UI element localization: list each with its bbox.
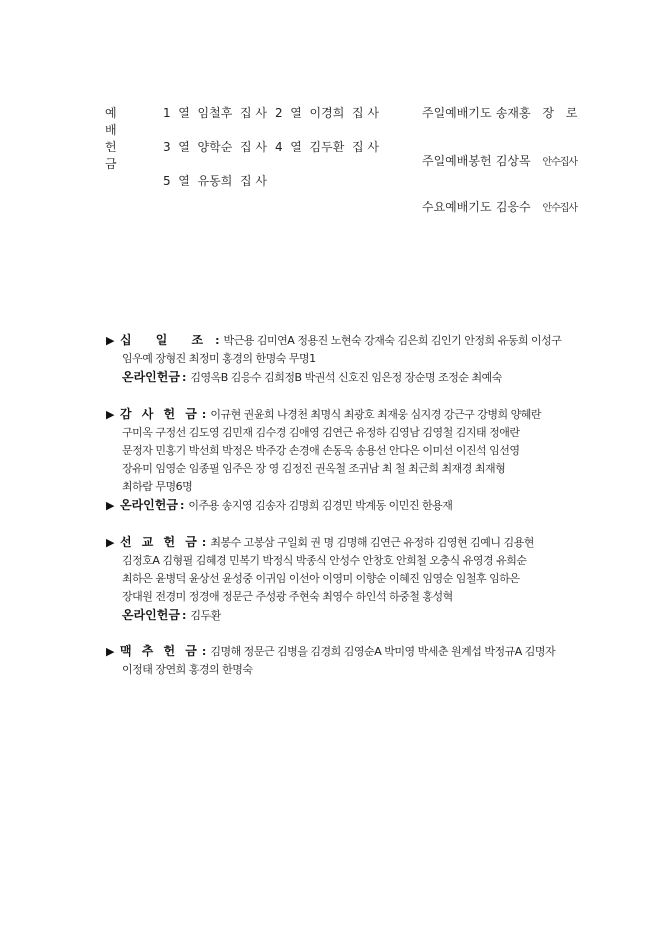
usher-title: 집 사: [239, 140, 267, 154]
mission-section: ▶ 선 교 헌 금 : 최봉수 고봉삼 구일회 권 명 김명해 김연근 유정하 김영현 김예니 김용현 김정호A 김형필 김혜경 민복기 박정식 박종식 안성수 안창호 안희철 오충식 유영경 유희순 최하은 윤병덕 윤상선 윤성중 이귀임 이선아 이영미 이향순 이혜진 임영순 임철후 임하은 장대원 전경미 정경애 정문근 주성광 주현숙 최영수 하인석 하중철 홍성혁 온라인헌금 : 김두환: [106, 533, 566, 625]
tithe-section: ▶ 십 일 조 : 박근용 김미연A 정용진 노현숙 강재숙 김은희 김인기 안정희 유동희 이성구 임우예 장형진 최정미 홍경의 한명숙 무명1 온라인헌금 : 김영옥B 김응수 김희정B 박권석 신호진 임은정 장순명 조정순 최예숙: [106, 331, 566, 387]
section-header: 십 일 조: [120, 333, 214, 347]
name-list: 임우예 장형진 최정미 홍경의 한명숙 무명1: [122, 352, 316, 365]
usher-title: 집 사: [351, 106, 379, 120]
triangle-right-icon: ▶: [106, 334, 115, 347]
name-list: 장유미 임영순 임종필 임주은 장 영 김정진 권옥철 조귀남 최 철 최근희 최재경 최재형: [122, 462, 506, 475]
name-list: 구미옥 구정선 김도영 김민재 김수경 김애영 김연근 유정하 김영남 김영철 김지태 정애란: [122, 426, 520, 439]
usher-row-2: 2 열 이경희 집 사: [275, 106, 379, 120]
triangle-right-icon: ▶: [106, 408, 115, 421]
role-sunday-prayer: [422, 104, 581, 121]
name-list: 김정호A 김형필 김혜경 민복기 박정식 박종식 안성수 안창호 안희철 오충식 유영경 유희순: [122, 554, 527, 567]
section-header: 감 사 헌 금: [120, 407, 200, 421]
role-label: 주일예배기도: [422, 106, 492, 120]
online-offering-header: 온라인헌금: [122, 370, 180, 384]
name-list: 이주용 송지영 김송자 김명희 김경민 박계동 이민진 한용재: [188, 499, 453, 512]
usher-name: 유동희: [197, 174, 233, 188]
role-label: 주일예배봉헌: [422, 154, 492, 168]
online-offering-header: 온라인헌금: [122, 608, 180, 622]
wheat-harvest-section: ▶ 맥 추 헌 금 : 김명해 정문근 김병을 김경희 김영순A 박미영 박세춘 원계섭 박정규A 김명자 이정태 장연희 홍경의 한명숙: [106, 642, 566, 679]
usher-title: 집 사: [239, 174, 267, 188]
role-title: 안수집사: [542, 203, 578, 214]
section-header: 선 교 헌 금: [120, 535, 200, 549]
usher-row-1: 1 열 임철후 집 사: [163, 106, 267, 120]
usher-title: 집 사: [239, 106, 267, 120]
name-list: 이정태 장연희 홍경의 한명숙: [122, 663, 253, 676]
section-header: 온라인헌금: [120, 498, 178, 512]
name-list: 최하람 무명6명: [122, 480, 193, 493]
usher-name: 이경희: [309, 106, 345, 120]
role-wednesday-prayer: [422, 198, 577, 215]
usher-row-5: 5 열 유동희 집 사: [163, 174, 267, 188]
usher-title: 집 사: [351, 140, 379, 154]
role-name: 김응수: [495, 200, 531, 214]
usher-name: 양학순: [197, 140, 233, 154]
role-name: 송재홍: [495, 106, 531, 120]
role-label: 수요예배기도: [422, 200, 492, 214]
usher-name: 김두환: [309, 140, 345, 154]
name-list: 문정자 민홍기 박선희 박정은 박주강 손경애 손동욱 송용선 안다은 이미선 이진석 임선영: [122, 444, 520, 457]
name-list: 이규현 권윤희 나경천 최명식 최광호 최재웅 심지경 강근구 강병희 양혜란: [210, 408, 542, 421]
usher-row-3: 3 열 양학순 집 사: [163, 140, 267, 154]
name-list: 김영옥B 김응수 김희정B 박권석 신호진 임은정 장순명 조정순 최예숙: [190, 371, 502, 384]
name-list: 최하은 윤병덕 윤상선 윤성중 이귀임 이선아 이영미 이향순 이혜진 임영순 임철후 임하은: [122, 572, 520, 585]
name-list: 박근용 김미연A 정용진 노현숙 강재숙 김은희 김인기 안정희 유동희 이성구: [223, 334, 562, 347]
name-list: 김두환: [190, 609, 221, 622]
usher-row-4: 4 열 김두환 집 사: [275, 140, 379, 154]
triangle-right-icon: ▶: [106, 536, 115, 549]
role-name: 김상목: [495, 154, 531, 168]
name-list: 김명해 정문근 김병을 김경희 김영순A 박미영 박세춘 원계섭 박정규A 김명자: [210, 645, 556, 658]
triangle-right-icon: ▶: [106, 645, 115, 658]
role-title: 장 로: [542, 106, 582, 120]
offering-ushers-label: 예배헌금: [105, 106, 117, 171]
triangle-right-icon: ▶: [106, 499, 115, 512]
role-title: 안수집사: [542, 157, 578, 168]
name-list: 장대원 전경미 정경애 정문근 주성광 주현숙 최영수 하인석 하중철 홍성혁: [122, 590, 453, 603]
role-sunday-offering: [422, 152, 577, 169]
usher-name: 임철후: [197, 106, 233, 120]
section-header: 맥 추 헌 금: [120, 644, 200, 658]
name-list: 최봉수 고봉삼 구일회 권 명 김명해 김연근 유정하 김영현 김예니 김용현: [210, 536, 534, 549]
thanksgiving-section: ▶ 감 사 헌 금 : 이규현 권윤희 나경천 최명식 최광호 최재웅 심지경 강근구 강병희 양혜란 구미옥 구정선 김도영 김민재 김수경 김애영 김연근 유정하 김영남 김영철 김지태 정애란 문정자 민홍기 박선희 박정은 박주강 손경애 손동욱 송용선 안다은 이미선 이진석 임선영 장유미 임영순 임종필 임주은 장 영 김정진 권옥철 조귀남 최 철 최근희 최재경 최재형 최하람 무명6명 ▶ 온라인헌금 : 이주용 송지영 김송자 김명희 김경민 박계동 이민진 한용재: [106, 405, 566, 515]
